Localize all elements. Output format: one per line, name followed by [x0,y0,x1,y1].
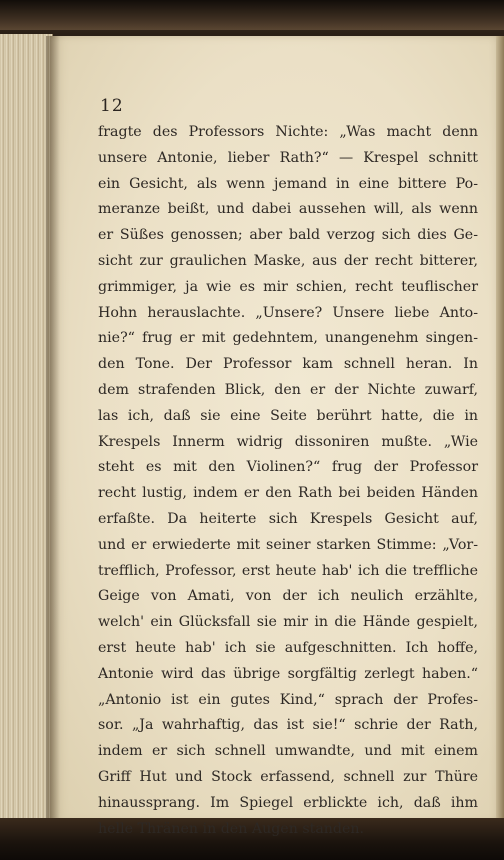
text-line: Geige von Amati, von der ich neulich erzählte, [98,588,478,605]
text-line: las ich, daß sie eine Seite berührt hatte, die in [98,407,478,424]
text-line: indem er sich schnell umwandte, und mit einem [98,743,478,760]
text-line: sor. „Ja wahrhaftig, das ist sie!“ schrie der Rath, [98,717,478,734]
text-line: dem strafenden Blick, den er der Nichte zuwarf, [98,381,478,398]
text-line: erst heute hab' ich sie aufgeschnitten. Ich hoffe, [98,639,478,656]
text-line: erfaßte. Da heiterte sich Krespels Gesicht auf, [98,510,478,527]
text-line: trefflich, Professor, erst heute hab' ich die treffliche [98,562,478,579]
text-line: nie?“ frug er mit gedehntem, unangenehm singen- [98,330,478,347]
text-line: Antonie wird das übrige sorgfältig zerlegt haben.“ [98,665,478,682]
text-line: ein Gesicht, als wenn jemand in eine bittere Po- [98,175,478,192]
gutter-shadow [46,36,60,822]
book-cover-top [0,0,504,30]
text-line: „Antonio ist ein gutes Kind,“ sprach der Profes- [98,691,478,708]
text-line: meranze beißt, und dabei aussehen will, als wenn [98,201,478,218]
page-number: 12 [100,96,124,116]
text-line: steht es mit den Violinen?“ frug der Professor [98,459,478,476]
body-text [98,120,478,842]
text-line: sicht zur graulichen Maske, aus der recht bitterer, [98,252,478,269]
text-line: welch' ein Glücksfall sie mir in die Hände gespielt, [98,614,478,631]
text-line: unsere Antonie, lieber Rath?“ — Krespel schnitt [98,149,478,166]
text-line: er Süßes genossen; aber bald verzog sich dies Ge- [98,227,478,244]
text-line: hinaussprang. Im Spiegel erblickte ich, daß ihm [98,794,478,811]
text-line: helle Thränen in den Augen standen. [98,820,365,837]
text-line: und er erwiederte mit seiner starken Stimme: „Vor- [98,536,478,553]
text-line: Krespels Innerm widrig dissoniren mußte. „Wie [98,433,478,450]
text-line: den Tone. Der Professor kam schnell heran. In [98,356,478,373]
page-edge-right [496,36,504,822]
text-line: recht lustig, indem er den Rath bei beiden Händen [98,485,478,502]
text-line: Griff Hut und Stock erfassend, schnell zur Thüre [98,768,478,785]
text-line: fragte des Professors Nichte: „Was macht denn [98,124,478,140]
text-line: grimmiger, ja wie es mir schien, recht teuflischer [98,278,478,295]
text-line: Hohn herauslachte. „Unsere? Unsere liebe Anto- [98,304,478,321]
